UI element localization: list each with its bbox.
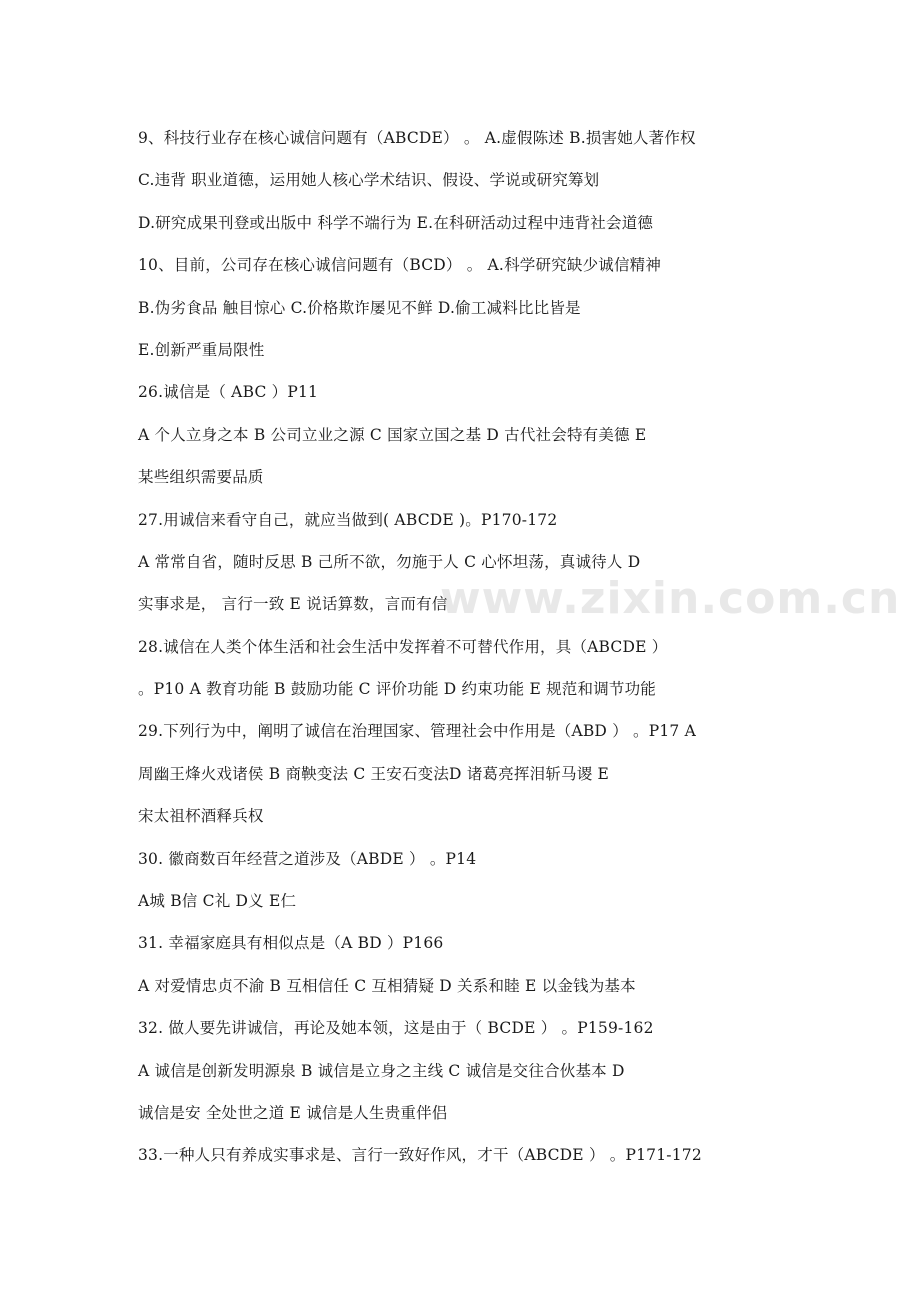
text-line: A 对爱情忠贞不渝 B 互相信任 C 互相猜疑 D 关系和睦 E 以金钱为基本 [138, 976, 636, 995]
text-line: 某些组织需要品质 [138, 468, 264, 487]
text-line: 10、目前，公司存在核心诚信问题有（BCD） 。 A.科学研究缺少诚信精神 [138, 256, 662, 275]
text-line: 29.下列行为中，阐明了诚信在治理国家、管理社会中作用是（ABD ） 。P17 A [138, 722, 696, 741]
text-line: 实事求是， 言行一致 E 说话算数，言而有信 [138, 595, 448, 614]
text-line: A 常常自省，随时反思 B 己所不欲，勿施于人 C 心怀坦荡，真诚待人 D [138, 552, 641, 571]
text-line: 31. 幸福家庭具有相似点是（A BD ）P166 [138, 934, 444, 953]
text-line: 27.用诚信来看守自己，就应当做到( ABCDE )。P170-172 [138, 510, 558, 529]
text-line: 诚信是安 全处世之道 E 诚信是人生贵重伴侣 [138, 1103, 448, 1122]
watermark: www.zixin.com.cn [440, 573, 901, 624]
text-line: 周幽王烽火戏诸侯 B 商鞅变法 C 王安石变法D 诸葛亮挥泪斩马谡 E [138, 764, 610, 783]
text-line: 28.诚信在人类个体生活和社会生活中发挥着不可替代作用，具（ABCDE ） [138, 637, 668, 656]
text-line: B.伪劣食品 触目惊心 C.价格欺诈屡见不鲜 D.偷工减料比比皆是 [138, 298, 581, 317]
text-line: A 诚信是创新发明源泉 B 诚信是立身之主线 C 诚信是交往合伙基本 D [138, 1061, 625, 1080]
document-body [138, 117, 798, 1177]
text-line: 宋太祖杯酒释兵权 [138, 807, 264, 826]
text-line: C.违背 职业道德，运用她人核心学术结识、假设、学说或研究筹划 [138, 171, 600, 190]
text-line: 26.诚信是（ ABC ）P11 [138, 383, 319, 402]
text-line: 33.一种人只有养成实事求是、言行一致好作风，才干（ABCDE ） 。P171-172 [138, 1146, 702, 1165]
text-line: D.研究成果刊登或出版中 科学不端行为 E.在科研活动过程中违背社会道德 [138, 213, 654, 232]
text-line: 。P10 A 教育功能 B 鼓励功能 C 评价功能 D 约束功能 E 规范和调节功能 [138, 680, 657, 699]
text-line: 9、科技行业存在核心诚信问题有（ABCDE） 。 A.虚假陈述 B.损害她人著作权 [138, 129, 696, 147]
text-line: E.创新严重局限性 [138, 340, 265, 359]
text-line: 30. 徽商数百年经营之道涉及（ABDE ） 。P14 [138, 849, 477, 868]
text-line: A 个人立身之本 B 公司立业之源 C 国家立国之基 D 古代社会特有美德 E [138, 425, 647, 444]
text-line: A城 B信 C礼 D义 E仁 [138, 892, 297, 911]
text-line: 32. 做人要先讲诚信，再论及她本领，这是由于（ BCDE ） 。P159-162 [138, 1019, 654, 1038]
